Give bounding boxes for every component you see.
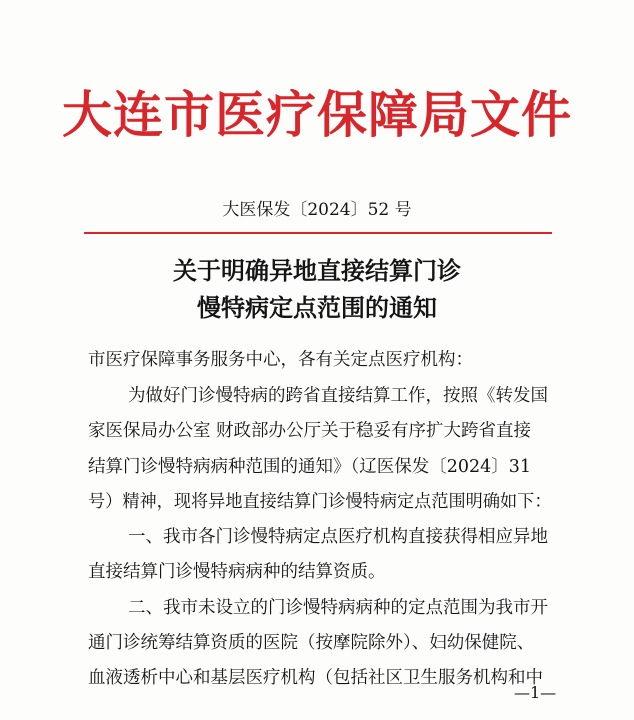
paragraph-1-line-1-text: 为做好门诊慢特病的跨省直接结算工作，按照《转发国 bbox=[128, 386, 548, 406]
paragraph-1-line-2: 家医保局办公室 财政部办公厅关于稳妥有序扩大跨省直接 bbox=[88, 421, 532, 441]
issuer-header-title-text: 大连市医疗保障局文件 bbox=[62, 85, 572, 144]
salutation: 市医疗保障事务服务中心，各有关定点医疗机构： bbox=[88, 350, 473, 370]
issuer-header-title bbox=[0, 83, 634, 147]
document-number bbox=[0, 198, 634, 222]
notice-title-line-1-text: 关于明确异地直接结算门诊 bbox=[173, 256, 461, 285]
document-number-text: 大医保发〔2024〕52 号 bbox=[222, 200, 412, 220]
notice-title-line-2-text: 慢特病定点范围的通知 bbox=[197, 293, 437, 322]
paragraph-3-line-3: 血液透析中心和基层医疗机构（包括社区卫生服务机构和中 bbox=[88, 668, 543, 688]
paragraph-3-line-1: 二、我市未设立的门诊慢特病病种的定点范围为我市开 bbox=[128, 598, 548, 618]
notice-title-line-1 bbox=[0, 254, 634, 288]
paragraph-2-line-2: 直接结算门诊慢特病病种的结算资质。 bbox=[88, 562, 386, 582]
paragraph-2-line-1: 一、我市各门诊慢特病定点医疗机构直接获得相应异地 bbox=[128, 527, 548, 547]
notice-title-line-2 bbox=[0, 291, 634, 325]
paragraph-1-line-4: 号）精神，现将异地直接结算门诊慢特病定点范围明确如下： bbox=[88, 492, 552, 512]
paragraph-1-line-3: 结算门诊慢特病病种范围的通知》（辽医保发〔2024〕31 bbox=[88, 457, 532, 477]
paragraph-3-line-2: 通门诊统筹结算资质的医院（按摩院除外）、妇幼保健院、 bbox=[88, 633, 535, 653]
paragraph-1-line-1 bbox=[128, 384, 550, 408]
page-number: —1— bbox=[514, 683, 557, 702]
red-divider-line bbox=[84, 232, 552, 234]
